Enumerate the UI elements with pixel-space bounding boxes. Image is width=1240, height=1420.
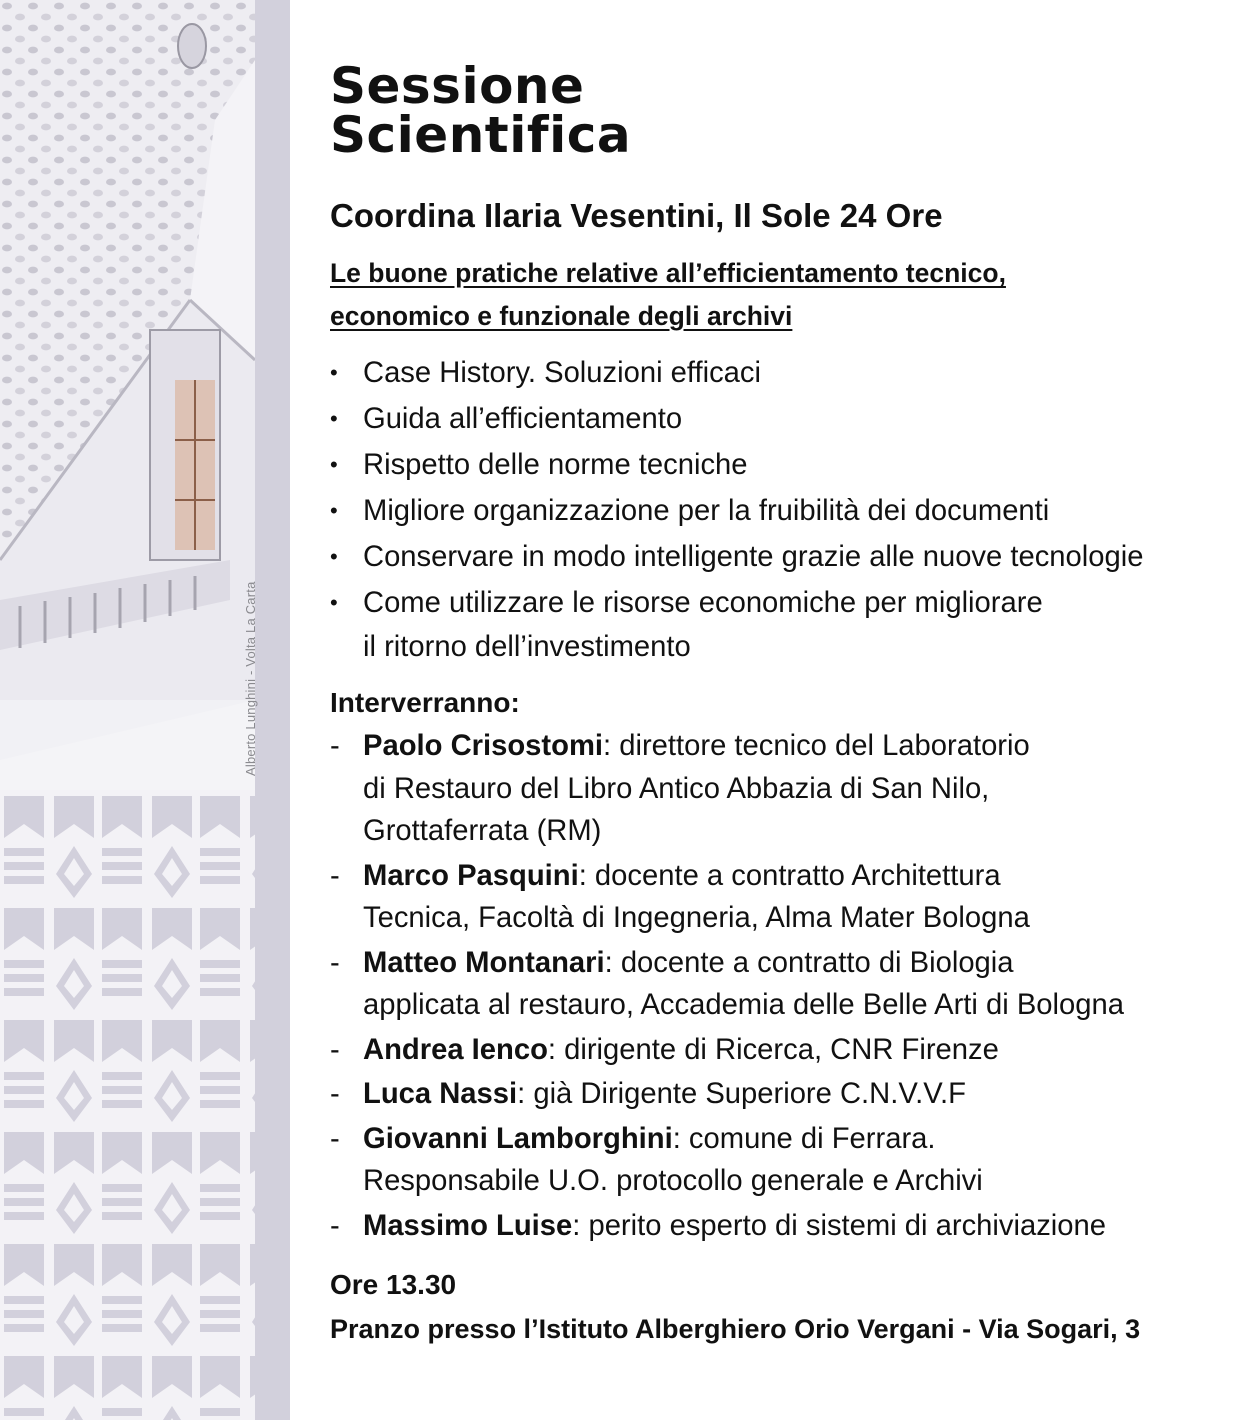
speaker-role-continued: Grottaferrata (RM) (363, 815, 602, 847)
dash-marker: - (330, 1078, 340, 1110)
speaker-item (330, 855, 1220, 940)
speaker-role: : dirigente di Ricerca, CNR Firenze (547, 1033, 999, 1066)
topics-list (330, 351, 1220, 669)
dash-marker: - (330, 946, 340, 979)
topic-item (330, 535, 1220, 579)
session-topic-line-1: Le buone pratiche relative all’efficientamento tecnico, (330, 258, 1006, 288)
topic-item (330, 489, 1220, 533)
speaker-role: : docente a contratto di Biologia (604, 946, 1014, 979)
dash-marker: - (330, 1033, 340, 1066)
lunch-time: Ore 13.30 (330, 1269, 457, 1300)
bullet-icon: • (330, 498, 338, 523)
session-title-line-1: Sessione (330, 57, 585, 115)
speaker-role: : direttore tecnico del Laboratorio (603, 730, 1030, 762)
topic-item-text-continued: il ritorno dell’investimento (363, 631, 691, 663)
session-topic-line-2: economico e funzionale degli archivi (330, 301, 793, 331)
speakers-heading: Interverranno: (330, 687, 520, 718)
topic-item-text: Conservare in modo intelligente grazie alle nuove tecnologie (363, 541, 1144, 573)
speaker-role-continued: Responsabile U.O. protocollo generale e Archivi (363, 1165, 983, 1197)
speaker-item (330, 1073, 1220, 1116)
speaker-role-continued: di Restauro del Libro Antico Abbazia di San Nilo, (363, 772, 990, 805)
speaker-item (330, 1205, 1220, 1248)
speakers-list (330, 725, 1220, 1247)
session-title-line-2: Scientifica (330, 106, 632, 164)
speaker-item (330, 942, 1220, 1027)
lunch-location: Pranzo presso l’Istituto Alberghiero Orio Vergani - Via Sogari, 3 (330, 1314, 1141, 1344)
topic-item (330, 397, 1220, 441)
illustration-credit: Alberto Lunghini - Volta La Carta (243, 581, 258, 776)
speaker-name: Paolo Crisostomi (363, 730, 604, 762)
bullet-icon: • (330, 544, 338, 569)
topic-item-text: Rispetto delle norme tecniche (363, 449, 748, 481)
dash-marker: - (330, 730, 340, 762)
speaker-item (330, 725, 1220, 853)
bullet-icon: • (330, 360, 338, 385)
speaker-name: Matteo Montanari (363, 946, 605, 979)
bullet-icon: • (330, 406, 338, 431)
bullet-icon: • (330, 452, 338, 477)
topic-item (330, 443, 1220, 487)
speaker-name: Giovanni Lamborghini (363, 1122, 673, 1155)
speaker-name: Luca Nassi (363, 1078, 518, 1110)
speaker-role-continued: Tecnica, Facoltà di Ingegneria, Alma Mater Bologna (363, 902, 1030, 934)
speaker-name: Marco Pasquini (363, 859, 579, 892)
topic-item-text: Guida all’efficientamento (363, 403, 683, 435)
dash-marker: - (330, 1209, 340, 1242)
session-topic (330, 252, 1220, 338)
session-title (330, 57, 1220, 164)
bullet-icon: • (330, 590, 338, 615)
topic-item-text: Case History. Soluzioni efficaci (363, 357, 761, 389)
session-coordinator: Coordina Ilaria Vesentini, Il Sole 24 Ore (330, 197, 943, 234)
topic-item (330, 351, 1220, 395)
speaker-role: : comune di Ferrara. (672, 1122, 936, 1155)
speaker-role: : già Dirigente Superiore C.N.V.V.F (517, 1078, 966, 1110)
dash-marker: - (330, 859, 340, 892)
speaker-name: Massimo Luise (363, 1209, 573, 1242)
speaker-item (330, 1118, 1220, 1203)
speaker-item (330, 1029, 1220, 1072)
topic-item (330, 581, 1220, 669)
topic-item-text: Migliore organizzazione per la fruibilità dei documenti (363, 495, 1050, 527)
speaker-role: : docente a contratto Architettura (578, 859, 1001, 892)
speaker-role-continued: applicata al restauro, Accademia delle Belle Arti di Bologna (363, 989, 1124, 1021)
dash-marker: - (330, 1122, 340, 1155)
session-content (330, 57, 1220, 1349)
speaker-role: : perito esperto di sistemi di archiviazione (572, 1209, 1106, 1242)
side-decoration (0, 0, 290, 1420)
speaker-name: Andrea Ienco (363, 1033, 548, 1066)
topic-item-text: Come utilizzare le risorse economiche per migliorare (363, 587, 1043, 619)
